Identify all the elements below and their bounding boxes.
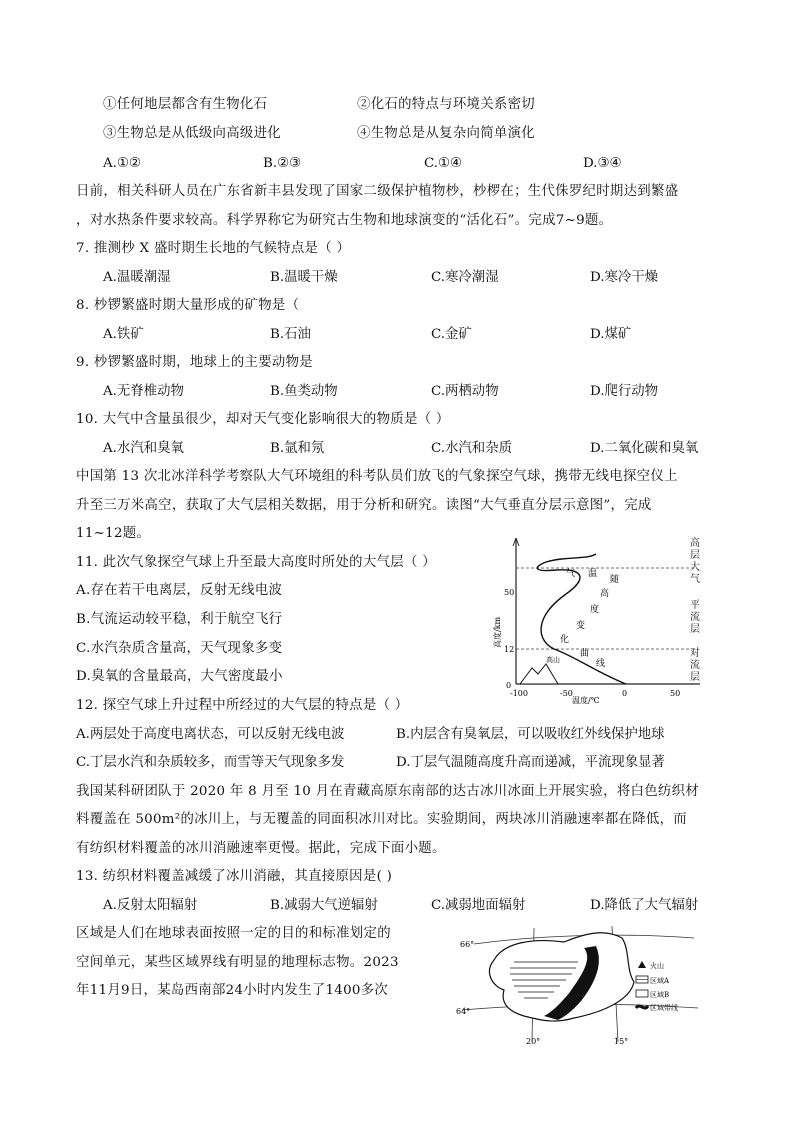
legend-swatch-b bbox=[636, 990, 648, 997]
passage-1-line-1: 日前，相关科研人员在广东省新丰县发现了国家二级保护植物杪，杪椤在；生代侏罗纪时期达到繁盛 bbox=[76, 184, 679, 199]
q6-option-a: A.①② bbox=[103, 156, 141, 171]
layer-upper-atmosphere: 高层大气 bbox=[690, 538, 700, 585]
q13-option-d: D.降低了大气辐射 bbox=[590, 898, 699, 913]
q7-stem: 7. 推测杪 X 盛时期生长地的气候特点是（ ） bbox=[76, 241, 351, 256]
q6-option-d: D.③④ bbox=[583, 156, 622, 171]
x-axis-label: 温度/℃ bbox=[572, 696, 600, 704]
lat-label-66: 66° bbox=[460, 940, 475, 949]
lon-label-15: 15° bbox=[614, 1037, 629, 1046]
q8-option-a: A.铁矿 bbox=[103, 327, 144, 342]
mountain-label: 高山 bbox=[546, 656, 560, 664]
q11-stem: 11. 此次气象探空气球上升至最大高度时所处的大气层（ ） bbox=[76, 555, 436, 570]
passage-1-line-2: ，对水热条件要求较高。科学界称它为研究古生物和地球演变的“活化石”。完成7~9题。 bbox=[76, 213, 613, 228]
q9-option-a: A.无脊椎动物 bbox=[103, 384, 184, 399]
q10-option-b: B.氩和氖 bbox=[270, 441, 325, 456]
q11-option-c: C.水汽杂质含量高，天气现象多变 bbox=[76, 641, 283, 656]
legend-volcano: 火山 bbox=[650, 962, 664, 970]
legend-swatch-band bbox=[636, 1006, 648, 1008]
curve-label-char: 随 bbox=[610, 575, 620, 585]
curve-label-char: 度 bbox=[590, 605, 600, 615]
passage-2-line-3: 11~12题。 bbox=[76, 526, 151, 541]
q10-stem: 10. 大气中含量虽很少，却对天气变化影响很大的物质是（ ） bbox=[76, 412, 450, 427]
q9-stem: 9. 杪锣繁盛时期，地球上的主要动物是 bbox=[76, 355, 313, 370]
passage-3-line-2: 料覆盖在 500m²的冰川上，与无覆盖的同面积冰川对比。实验期间，两块冰川消融速率都在降低，而 bbox=[76, 812, 687, 827]
x-tick-50: 50 bbox=[670, 689, 681, 698]
curve-label-char: 变 bbox=[576, 621, 586, 631]
legend-region-a: 区域A bbox=[650, 977, 670, 985]
q8-stem: 8. 杪锣繁盛时期大量形成的矿物是（ bbox=[76, 298, 300, 313]
q12-option-a: A.两层处于高度电离状态，可以反射无线电波 bbox=[76, 727, 345, 742]
q11-option-d: D.臭氧的含量最高，大气密度最小 bbox=[76, 669, 283, 684]
q7-option-c: C.寒冷潮湿 bbox=[431, 270, 499, 285]
q13-option-c: C.减弱地面辐射 bbox=[431, 898, 526, 913]
q13-option-b: B.减弱大气逆辐射 bbox=[270, 898, 378, 913]
passage-4-line-2: 空间单元，某些区域界线有明显的地理标志物。2023 bbox=[76, 955, 399, 970]
curve-label-char: 线 bbox=[596, 659, 606, 669]
layer-stratosphere: 平流层 bbox=[690, 600, 700, 635]
island-region-map bbox=[454, 920, 704, 1048]
y-tick-50: 50 bbox=[504, 588, 515, 597]
q13-option-a: A.反射太阳辐射 bbox=[103, 898, 198, 913]
q12-option-d: D.丁层气温随高度升高而递减，平流现象显著 bbox=[396, 755, 665, 770]
atmosphere-layer-diagram bbox=[476, 532, 706, 704]
passage-2-line-1: 中国第 13 次北冰洋科学考察队大气环境组的科考队员们放飞的气象探空气球，携带无线电探空仪上 bbox=[76, 469, 678, 484]
passage-3-line-1: 我国某科研团队于 2020 年 8 月至 10 月在青藏高原东南部的达古冰川冰面上开展实验，将白色纺织材 bbox=[76, 784, 700, 799]
q12-option-b: B.内层含有臭氧层，可以吸收红外线保护地球 bbox=[396, 727, 665, 742]
q12-option-c: C.丁层水汽和杂质较多，而雪等天气现象多发 bbox=[76, 755, 345, 770]
q8-option-b: B.石油 bbox=[270, 327, 311, 342]
q7-option-b: B.温暖干燥 bbox=[270, 270, 338, 285]
q9-option-b: B.鱼类动物 bbox=[270, 384, 338, 399]
curve-label-char: 化 bbox=[560, 635, 570, 645]
q6-statement-3: ③生物总是从低级向高级进化 bbox=[103, 126, 281, 141]
legend-region-b: 区域B bbox=[650, 991, 670, 999]
q6-option-b: B.②③ bbox=[263, 156, 302, 171]
q8-option-d: D.煤矿 bbox=[590, 327, 632, 342]
q7-option-a: A.温暖潮湿 bbox=[103, 270, 171, 285]
x-tick-0: 0 bbox=[622, 689, 628, 698]
lon-label-20: 20° bbox=[526, 1037, 541, 1046]
legend-region-band: 区域带线 bbox=[650, 1004, 678, 1012]
curve-label-char: 曲 bbox=[580, 649, 590, 659]
x-tick-neg50: -50 bbox=[560, 689, 573, 698]
passage-3-line-3: 有纺织材料覆盖的冰川消融速率更慢。据此，完成下面小题。 bbox=[76, 841, 446, 856]
passage-4-line-3: 年11月9日，某岛西南部24小时内发生了1400多次 bbox=[76, 983, 389, 998]
curve-label-char: 高 bbox=[600, 589, 610, 599]
q7-option-d: D.寒冷干燥 bbox=[590, 270, 659, 285]
y-axis-label: 高度/km bbox=[493, 616, 502, 648]
curve-label-char: 气 bbox=[566, 569, 576, 579]
passage-2-line-2: 升至三万米高空，获取了大气层相关数据，用于分析和研究。读图“大气垂直分层示意图”，完成 bbox=[76, 498, 652, 513]
q8-option-c: C.金矿 bbox=[431, 327, 472, 342]
q12-stem: 12. 探空气球上升过程中所经过的大气层的特点是（ ） bbox=[76, 698, 409, 713]
q11-option-b: B.气流运动较平稳，利于航空飞行 bbox=[76, 612, 283, 627]
q10-option-c: C.水汽和杂质 bbox=[431, 441, 512, 456]
q6-statement-2: ②化石的特点与环境关系密切 bbox=[357, 97, 535, 112]
lat-label-64: 64° bbox=[456, 1007, 471, 1016]
q9-option-c: C.两栖动物 bbox=[431, 384, 499, 399]
q13-stem: 13. 纺织材料覆盖减缓了冰川消融，其直接原因是( ) bbox=[76, 869, 393, 884]
volcano-legend-icon bbox=[638, 961, 646, 968]
q6-option-c: C.①④ bbox=[424, 156, 463, 171]
q10-option-a: A.水汽和臭氧 bbox=[103, 441, 184, 456]
layer-troposphere: 对流层 bbox=[690, 648, 700, 683]
q6-statement-4: ④生物总是从复杂向简单演化 bbox=[357, 126, 535, 141]
q10-option-d: D.二氧化碳和臭氧 bbox=[590, 441, 699, 456]
curve-label-char: 温 bbox=[588, 569, 598, 579]
passage-4-line-1: 区域是人们在地球表面按照一定的目的和标准划定的 bbox=[76, 926, 391, 941]
y-tick-0: 0 bbox=[506, 681, 512, 690]
y-tick-12: 12 bbox=[504, 645, 515, 654]
q9-option-d: D.爬行动物 bbox=[590, 384, 659, 399]
x-tick-neg100: -100 bbox=[510, 689, 528, 698]
q11-option-a: A.存在若干电离层，反射无线电波 bbox=[76, 583, 283, 598]
q6-statement-1: ①任何地层都含有生物化石 bbox=[103, 97, 268, 112]
